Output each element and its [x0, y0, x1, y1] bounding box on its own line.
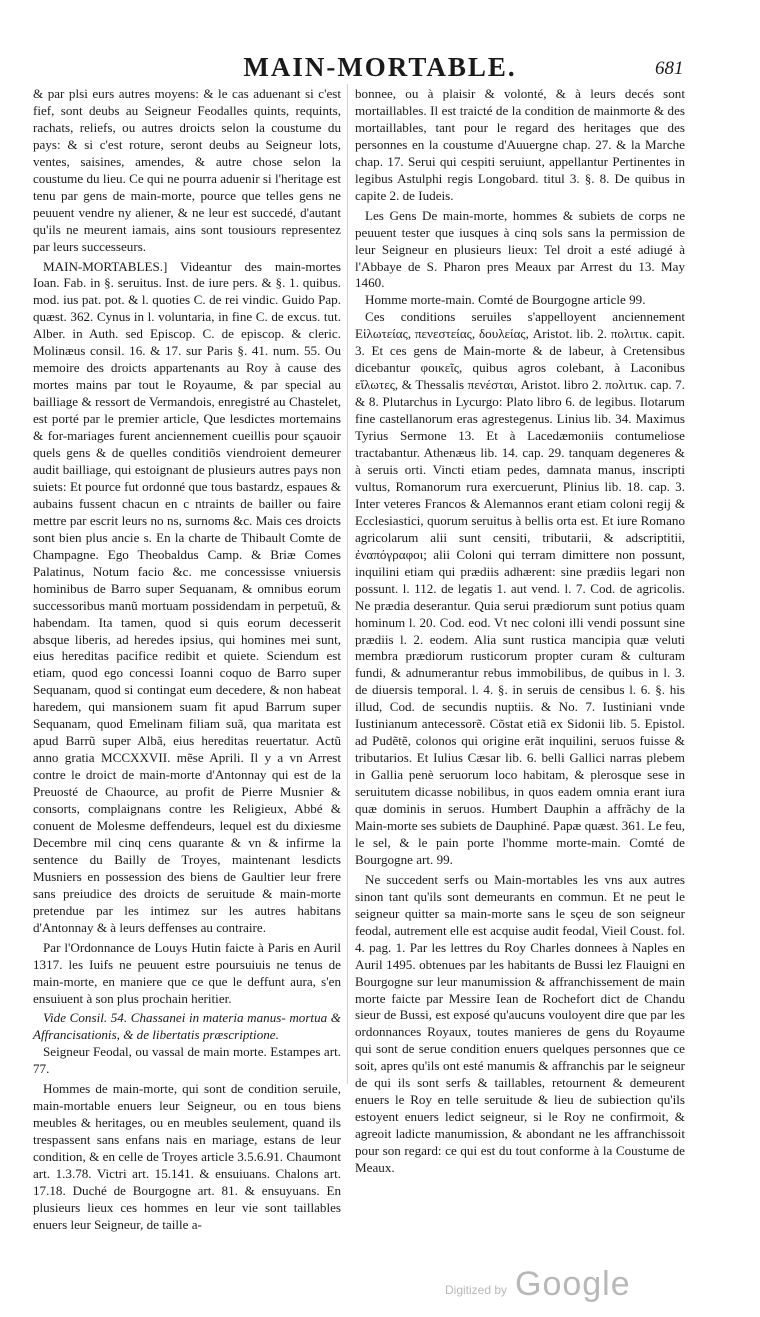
paragraph: Les Gens De main-morte, hommes & subiets de corps ne peuuent tester que iusques à cinq sols sans la permission de leur Seigneur en plusieurs lieux: Tel droit a esté adiugé à l'Abbaye de S. Pharon pres Meaux par Arrest du 13. May 1460. [355, 207, 685, 291]
page-number: 681 [655, 58, 684, 79]
paragraph: Par l'Ordonnance de Louys Hutin faicte à Paris en Auril 1317. les Iuifs ne peuuent estre poursuiuis ne tenus de main-morte, en maniere que ce que le deffunt aura, s'en ensuiuent à son plus prochain heritier. [33, 939, 341, 1006]
paragraph: Hommes de main-morte, qui sont de condition seruile, main-mortable enuers leur Seigneur, ou en tous biens meubles & heritages, ou en meubles seulement, quand ils trespassent sans enfans nais en mariage, estans de leur condition, & en celle de Troyes article 3.5.6.91. Chaumont art. 1.3.78. Victri art. 15.141. & ensuiuans. Chalons art. 17.18. Duché de Bourgogne art. 81. & ensuyuans. En plusieurs lieux ces hommes en leur vie sont taillables enuers leur Seigneur, de taille a- [33, 1081, 341, 1232]
right-column [355, 86, 685, 1177]
paragraph: bonnee, ou à plaisir & volonté, & à leurs decés sont mortaillables. Il est traicté de la condition de mainmorte & des mortaillables, tant pour le regard des heritages que des personnes en la coustume d'Auuergne chap. 27. & la Marche chap. 17. Serui qui cespiti seruiunt, appellantur Pertinentes in legibus Astulphi regis Longobard. titul 3. §. 8. De quibus in capite 2. de Iudeis. [355, 86, 685, 203]
paragraph: Ne succedent serfs ou Main-mortables les vns aux autres sinon tant qu'ils sont demeurants en commun. Et ne peut le seigneur quitter sa main-morte sans le sçeu de son seigneur feodal, autrement elle est acquise audit feodal, Vieil Coust. fol. 4. pag. 1. Par les lettres du Roy Charles donnees à Naples en Auril 1495. obtenues par les habitants de Bussi lez Flauigni en Bourgogne sur leur manumission & affranchissement de main morte faicte par Messire Iean de Rochefort dict de Chandu sieur de Bussi, est exposé qu'aucuns vouloyent dire que par les ordonnances Royaux, toutes manieres de gens du Royaume qui sont de serue condition enuers quelques personnes que ce soit, apres qu'ils ont esté manumis & affranchis par le seigneur de qui ils sont serfs & taillables, retournent & demeurent enuers le Roy en telle seruitude & lieu de subiection qu'ils estoyent enuers ledict seigneur, si le Roy ne confirmoit, & agreoit ladicte manumission, & abondant ne les affranchissoit pour son regard: ce qui est du tout conforme à la Coustume de Meaux. [355, 871, 685, 1176]
running-title: MAIN-MORTABLE. [243, 52, 517, 82]
paragraph: & par plsi eurs autres moyens: & le cas aduenant si c'est fief, sont deubs au Seigneur Feodalles quints, requints, rachats, reliefs, ou autres droicts selon la coustume du pays: & si c'est roture, seront deubs au Seigneur lots, ventes, saisines, amendes, & autre chose selon la coustume du lieu. Ce qui ne pourra aduenir si l'heritage est tenu par gens de main-morte, pource que telles gens ne peuuent vendre ny aliener, & ne leur est succedé, d'autant qu'ils ne meurent iamais, ains sont tousiours representez par leurs successeurs. [33, 86, 341, 254]
paragraph: Vide Consil. 54. Chassanei in materia manus- mortua & Affrancisationis, & de libertatis præscriptione. [33, 1010, 341, 1043]
paragraph: Ces conditions seruiles s'appelloyent anciennement Εἱλωτείας, πενεστείας, δουλείας, Aristot. lib. 2. πολιτικ. capit. 3. Et ces gens de Main-morte & de labeur, à Cretensibus dicebantur φοικεῖς, quibus agros colebant, à Laconibus εἵλωτες, & Thessalis πενέσται, Aristot. libro 2. πολιτικ. cap. 7. & 8. Plutarchus in Lycurgo: Plato libro 6. de legibus. Ilotarum fine castellanorum eras agrestegenus. Linius lib. 34. Maximus Tyrius Sermone 13. Et à Lacedæmoniis contumeliose tractabantur. Athenæus lib. 14. cap. 29. tanquam degeneres & à seruis orti. Vincti etiam pedes, damnata manus, inscripti vultus, Romanorum rura exercuerunt, Plinius lib. 18. cap. 3. Inter veteres Francos & Alemannos erant etiam coloni regij & Ecclesiastici, quorum seruitus à bellis orta est. Et iure Romano agricolarum alii sunt censiti, tributarii, & adscriptitii, ἐναπόγραφοι; alii Coloni qui terram dimittere non possunt, inquilini etiam qui prædiis adhærent: sine prædiis legari non possunt. l. 112. de legatis 1. aut vend. l. 7. Cod. de agricolis. Ne prædia deserantur. Quia serui prædiorum sunt potius quam hominum l. 20. Cod. eod. Vt nec coloni illi vendi possunt sine prædiis l. 2. eodem. Alia sunt rustica mancipia quæ veluti membra prædiorum rusticorum propter curam & culturam fundi, & adnumerantur rebus immobilibus, de quibus in l. 3. de diuersis temporal. l. 4. §. in seruis de censibus l. 6. §. his illud, Cod. de secundis nuptiis. & No. 7. Iustiniani vnde Iustinianum antecessorẽ. Cõstat etiã ex Sidonii lib. 5. Epistol. ad Pudẽtẽ, colonos qui origine erãt inquilini, seruos fuisse & tributarios. Et Iulius Cæsar lib. 6. belli Gallici narras plebem in Gallia penè seruorum loco habitam, & plerosque sese in seruitutem dicasse nobilibus, in quos eadem omnia erant iura quæ dominis in seruos. Humbert Dauphin a affrãchy de la Main-morte ses subiets de Dauphiné. Papæ quæst. 361. Le feu, le sel, & le pain porte l'homme morte-main. Comté de Bourgogne art. 99. [355, 309, 685, 867]
paragraph: Seigneur Feodal, ou vassal de main morte. Estampes art. 77. [33, 1044, 341, 1077]
paragraph: Homme morte-main. Comté de Bourgogne article 99. [365, 292, 646, 308]
watermark-prefix: Digitized by [445, 1283, 508, 1297]
column-divider [347, 84, 348, 1084]
watermark-brand: Google [515, 1265, 631, 1303]
google-watermark [445, 1265, 705, 1305]
left-column [33, 86, 341, 1234]
paragraph: MAIN-MORTABLES.] Videantur des main-mortes Ioan. Fab. in §. seruitus. Inst. de iure pers. & §. 1. quibus. mod. ius pat. pot. & l. quoties C. de rei vindic. Guido Pap. quæst. 362. Cynus in l. voluntaria, in fine C. de excus. tut. Alber. in Auth. sed Episcop. C. de episcop. & cleric. Molinæus consil. 16. & 17. sur Paris §. 41. num. 55. Ou memoire des droicts appartenants au Roy à cause des mortes mains par tout le Royaume, & par special au bailliage & ressort de Vermandois, enregistré au Chastelet, est porté par le premier article, Que lesdictes mortemains & for-mariages furent anciennement cueillis pour sçauoir quels gens & de quelles conditiõs viendroient demeurer audit bailliage, qui estoignant de plusieurs autres pays non suiets: Et pource fut ordonné que tous bastardz, espaues & aubains fussent chacun en c ntraints de bailler ou faire mettre par escrit leurs no ns, surnoms &c. Mais ces droicts sont bien plus ancie s. En la charte de Thibault Comte de Champagne. Ego Theobaldus Camp. & Briæ Comes Palatinus, Notum facio &c. me concessisse vniuersis hominibus de Barro super Sequanam, & omnibus eorum successoribus manũ mortuam possidendam in perpetuũ, & habendam. Ita tamen, quod si quis eorum decesserit absque liberis, ad heredes ipsius, qui homines mei sunt, eius hereditas pacifice redibit et quiete. Sciendum est etiam, quod ego concessi Ioanni coquo de Barro super Sequanam, quod si contingat eum decedere, & non habeat haredem, qui mansionem suam fit apud Barrum super Sequanam, quod Emelinam filiam suã, qua maritata est apud Barrũ super Albã, eius hereditas reuertatur. Actũ anno gratia MCCXXVII. mẽse Aprili. Il y a vn Arrest contre le droict de main-morte d'Antonnay qui est de la Preuosté de Chaource, au profit de Pierre Musnier & consorts, complaignans contre les Religieux, Abbé & conuent de Molesme deffendeurs, lequel est du dixiesme Decembre mil cinq cens quarante & vn & infirme la sentence du Bailly de Troyes, maintenant lesdicts Musniers en possession des biens de Gaultier leur frere sans preiudice des droicts de seruitude & main-morte pretendue par les intimez sur les autres habitans d'Antonnay & à leurs deffenses au contraire. [33, 258, 341, 935]
